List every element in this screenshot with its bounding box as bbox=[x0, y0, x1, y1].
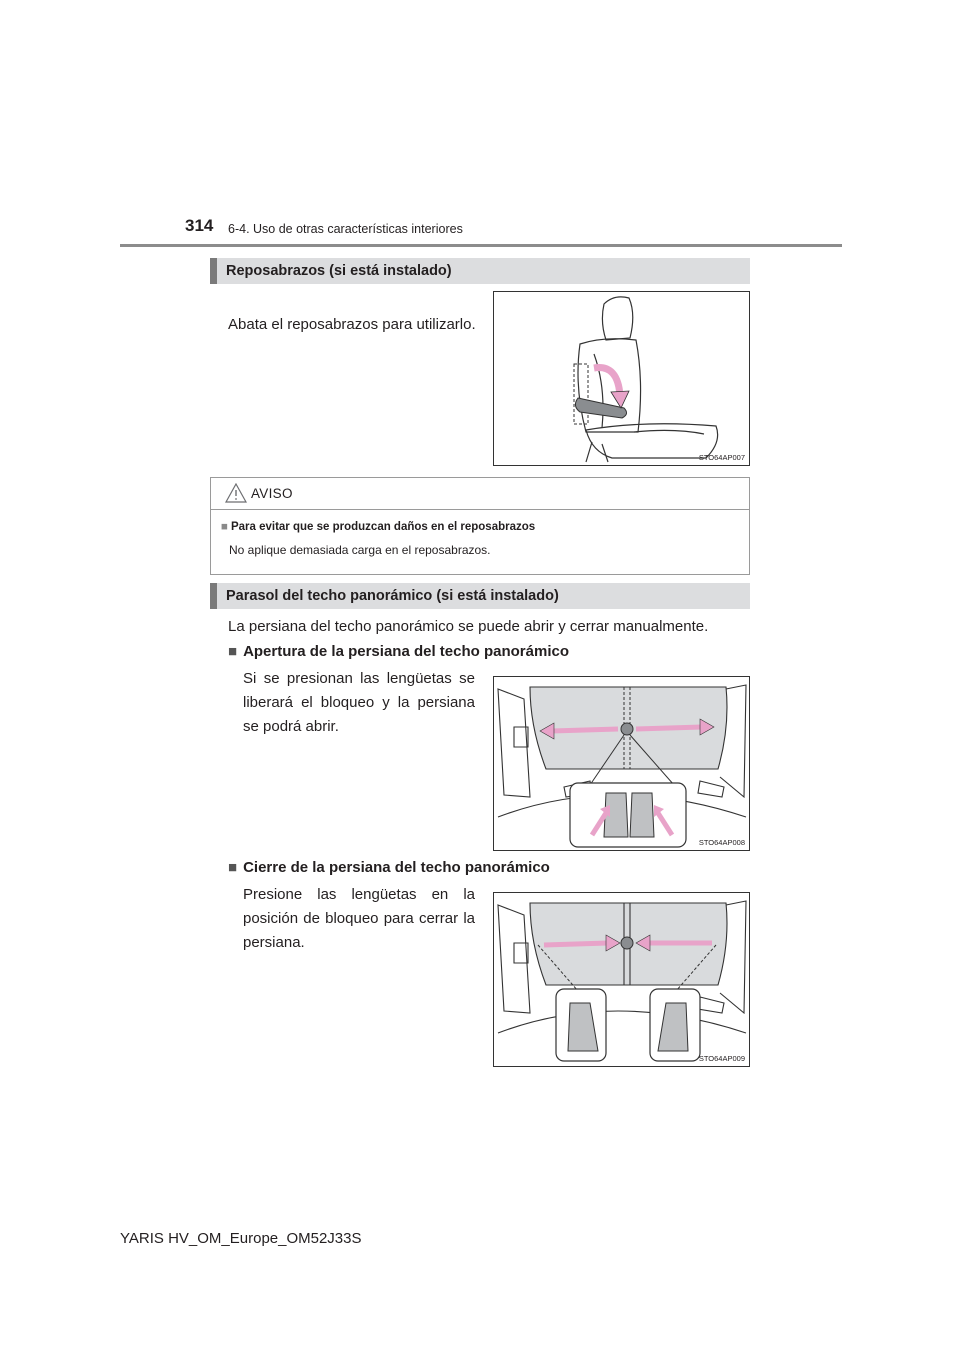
header-rule bbox=[120, 244, 842, 247]
chapter-title: 6-4. Uso de otras características interiores bbox=[228, 222, 463, 236]
square-bullet-icon: ■ bbox=[221, 521, 228, 533]
square-bullet-icon: ■ bbox=[228, 859, 238, 876]
warning-header bbox=[211, 478, 749, 510]
sunshade-close-illustration bbox=[494, 893, 749, 1066]
seat-illustration bbox=[494, 292, 749, 465]
armrest-figure bbox=[493, 291, 750, 466]
sunshade-open-illustration bbox=[494, 677, 749, 850]
section-heading-sunshade bbox=[210, 583, 750, 609]
sunshade-close-figure bbox=[493, 892, 750, 1067]
page-number: 314 bbox=[185, 216, 214, 235]
figure-code: STO64AP008 bbox=[698, 838, 745, 847]
close-instruction: Presione las lengüetas en la posición de bloqueo para cerrar la persiana. bbox=[243, 886, 475, 951]
warning-box bbox=[210, 477, 750, 575]
warning-title: AVISO bbox=[251, 486, 293, 501]
section-title: Parasol del techo panorámico (si está instalado) bbox=[226, 588, 559, 604]
section-title: Reposabrazos (si está instalado) bbox=[226, 263, 452, 279]
square-bullet-icon: ■ bbox=[228, 643, 238, 660]
figure-code: STO64AP007 bbox=[698, 453, 745, 462]
armrest-instruction: Abata el reposabrazos para utilizarlo. bbox=[228, 316, 476, 333]
section-mark bbox=[210, 583, 217, 609]
open-heading: ■ Apertura de la persiana del techo panorámico bbox=[228, 643, 569, 660]
document-id: YARIS HV_OM_Europe_OM52J33S bbox=[120, 1230, 362, 1247]
sunshade-intro: La persiana del techo panorámico se puede abrir y cerrar manualmente. bbox=[228, 618, 709, 635]
warning-triangle-icon bbox=[225, 483, 247, 503]
open-instruction: Si se presionan las lengüetas se liberará el bloqueo y la persiana se podrá abrir. bbox=[243, 670, 475, 735]
section-heading-armrest bbox=[210, 258, 750, 284]
warning-item-text: No aplique demasiada carga en el reposabrazos. bbox=[229, 543, 491, 557]
sunshade-open-figure bbox=[493, 676, 750, 851]
figure-code: STO64AP009 bbox=[698, 1054, 745, 1063]
close-heading: ■ Cierre de la persiana del techo panorámico bbox=[228, 859, 550, 876]
warning-item-title: ■ Para evitar que se produzcan daños en el reposabrazos bbox=[221, 521, 536, 533]
section-mark bbox=[210, 258, 217, 284]
